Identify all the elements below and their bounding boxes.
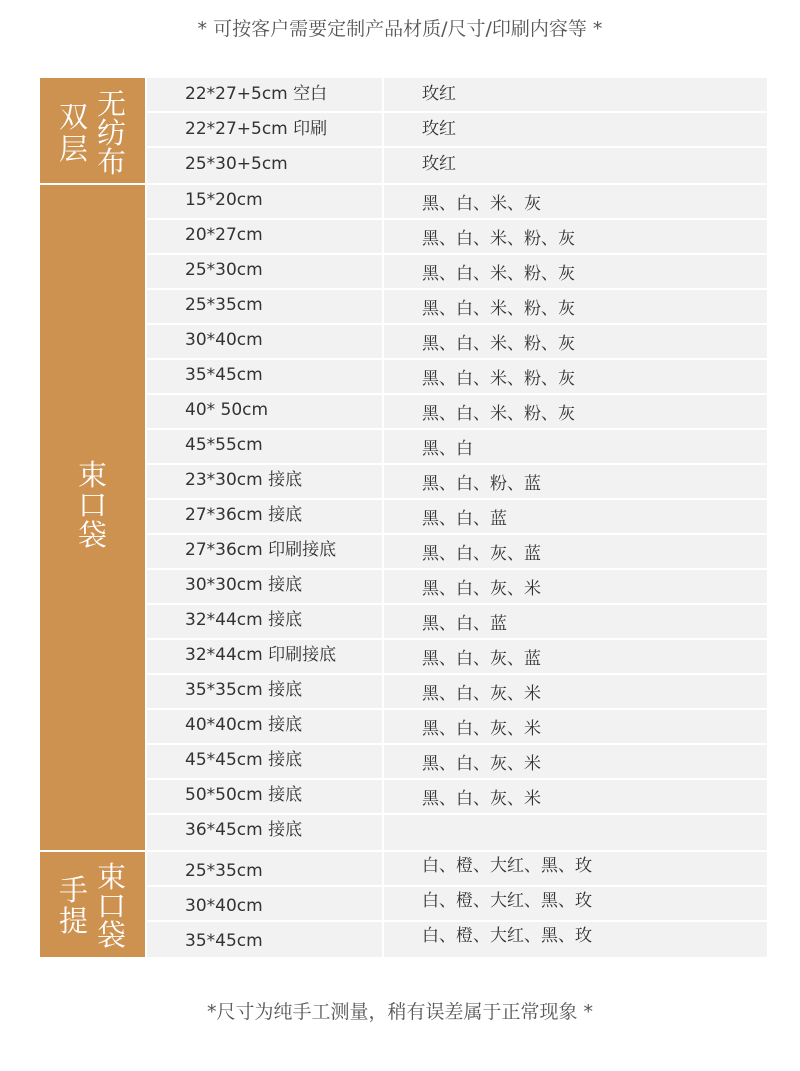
size-cell: 50*50cm 接底 (145, 780, 384, 813)
size-cell: 32*44cm 接底 (145, 605, 384, 638)
category-char: 束 (97, 860, 127, 894)
table-row (145, 148, 767, 183)
size-cell: 35*45cm (145, 922, 384, 957)
size-cell: 25*30cm (145, 255, 384, 288)
colors-cell: 黑、白、米、灰 (422, 194, 541, 214)
size-cell: 30*40cm (145, 325, 384, 358)
colors-cell: 玫红 (422, 154, 456, 174)
size-cell: 23*30cm 接底 (145, 465, 384, 498)
category-char: 口 (97, 889, 127, 923)
size-cell: 22*27+5cm 空白 (145, 78, 384, 111)
product-spec-table (40, 78, 767, 957)
colors-cell: 白、橙、大红、黑、玫 (422, 856, 592, 876)
table-row (145, 255, 767, 290)
category-char: 口 (78, 488, 108, 522)
table-row (145, 852, 767, 887)
table-row (145, 780, 767, 815)
colors-cell: 黑、白、灰、蓝 (422, 649, 541, 669)
category-char: 袋 (78, 518, 108, 552)
table-row (145, 325, 767, 360)
size-cell: 40* 50cm (145, 395, 384, 428)
category-label (40, 185, 145, 850)
colors-cell: 黑、白 (422, 439, 473, 459)
category-char: 手 (59, 873, 89, 907)
colors-cell: 黑、白、粉、蓝 (422, 474, 541, 494)
size-cell: 27*36cm 印刷接底 (145, 535, 384, 568)
size-cell: 15*20cm (145, 185, 384, 218)
colors-cell: 黑、白、蓝 (422, 614, 507, 634)
colors-cell: 黑、白、米、粉、灰 (422, 299, 575, 319)
size-cell: 40*40cm 接底 (145, 710, 384, 743)
table-row (145, 465, 767, 500)
group-double-layer-nonwoven (40, 78, 767, 183)
table-row (145, 360, 767, 395)
table-row (145, 640, 767, 675)
size-cell: 25*30+5cm (145, 148, 384, 183)
colors-cell: 黑、白、蓝 (422, 509, 507, 529)
size-cell: 20*27cm (145, 220, 384, 253)
colors-cell: 黑、白、灰、米 (422, 579, 541, 599)
size-cell: 30*30cm 接底 (145, 570, 384, 603)
table-row (145, 185, 767, 220)
size-cell: 22*27+5cm 印刷 (145, 113, 384, 146)
colors-cell: 玫红 (422, 84, 456, 104)
table-row (145, 922, 767, 957)
category-char: 双 (59, 100, 89, 134)
colors-cell: 黑、白、米、粉、灰 (422, 369, 575, 389)
group-handheld-drawstring-bag (40, 850, 767, 957)
category-char: 无 (97, 87, 127, 121)
size-cell: 45*55cm (145, 430, 384, 463)
size-cell: 25*35cm (145, 852, 384, 885)
colors-cell: 黑、白、灰、米 (422, 789, 541, 809)
table-row (145, 220, 767, 255)
category-label (40, 852, 145, 957)
size-cell: 25*35cm (145, 290, 384, 323)
size-cell: 45*45cm 接底 (145, 745, 384, 778)
table-row (145, 430, 767, 465)
category-char: 束 (78, 458, 108, 492)
group-drawstring-bag (40, 183, 767, 850)
size-cell: 30*40cm (145, 887, 384, 920)
table-row (145, 290, 767, 325)
colors-cell: 黑、白、灰、蓝 (422, 544, 541, 564)
category-char: 纺 (97, 116, 127, 150)
colors-cell: 黑、白、米、粉、灰 (422, 229, 575, 249)
colors-cell: 黑、白、米、粉、灰 (422, 404, 575, 424)
table-row (145, 675, 767, 710)
colors-cell: 白、橙、大红、黑、玫 (422, 926, 592, 946)
table-row (145, 605, 767, 640)
table-row (145, 395, 767, 430)
category-char: 层 (59, 132, 89, 166)
table-row (145, 745, 767, 780)
colors-cell: 黑、白、米、粉、灰 (422, 334, 575, 354)
colors-cell (384, 815, 767, 850)
size-cell: 35*45cm (145, 360, 384, 393)
table-row (145, 815, 767, 850)
colors-cell: 黑、白、米、粉、灰 (422, 264, 575, 284)
table-row (145, 570, 767, 605)
category-label (40, 78, 145, 183)
size-cell: 35*35cm 接底 (145, 675, 384, 708)
group-rows (145, 185, 767, 850)
table-row (145, 78, 767, 113)
table-row (145, 887, 767, 922)
colors-cell: 黑、白、灰、米 (422, 754, 541, 774)
group-rows (145, 852, 767, 957)
size-cell: 27*36cm 接底 (145, 500, 384, 533)
colors-cell: 黑、白、灰、米 (422, 684, 541, 704)
size-cell: 32*44cm 印刷接底 (145, 640, 384, 673)
category-char: 布 (97, 145, 127, 179)
footer-note: *尺寸为纯手工测量，稍有误差属于正常现象 * (206, 1001, 594, 1023)
size-cell: 36*45cm 接底 (145, 815, 384, 850)
category-char: 袋 (97, 918, 127, 952)
header-note: * 可按客户需要定制产品材质/尺寸/印刷内容等 * (197, 18, 603, 40)
table-row (145, 710, 767, 745)
colors-cell: 玫红 (422, 119, 456, 139)
colors-cell: 白、橙、大红、黑、玫 (422, 891, 592, 911)
category-char: 提 (59, 904, 89, 938)
colors-cell: 黑、白、灰、米 (422, 719, 541, 739)
group-rows (145, 78, 767, 183)
table-row (145, 113, 767, 148)
table-row (145, 500, 767, 535)
table-row (145, 535, 767, 570)
